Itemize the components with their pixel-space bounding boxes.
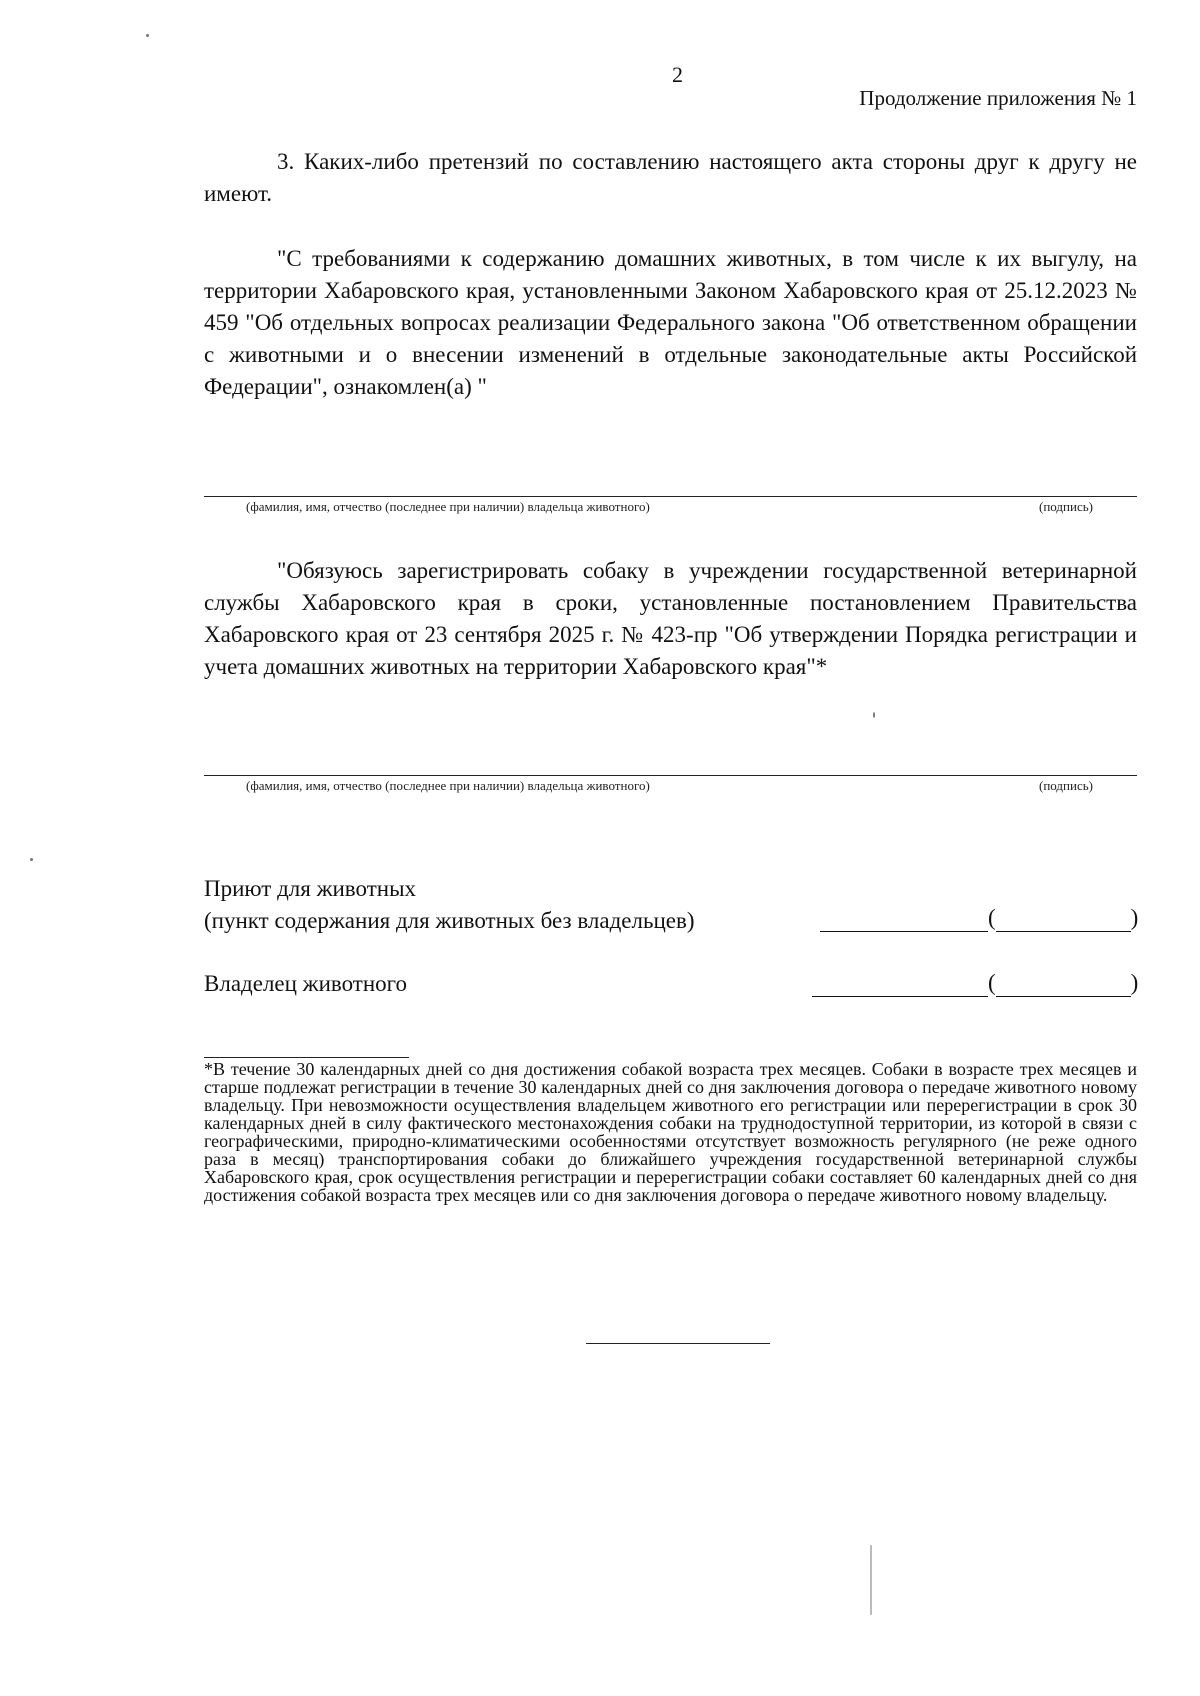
owner-paren-open: ( [988,970,996,995]
shelter-label-line1: Приют для животных [204,876,417,901]
document-end-rule [586,1343,770,1344]
footnote-separator [204,1057,409,1058]
owner-signature-blank[interactable] [812,970,988,997]
owner-name-caption: (фамилия, имя, отчество (последнее при наличии) владельца животного) [246,778,650,793]
registration-obligation-paragraph: "Обязуюсь зарегистрировать собаку в учреждении государственной ветеринарной службы Хабаровского края в сроки, установленные постановлением Правительства Хабаровского края от 23 сентября 2025 г. № 423-пр "Об утверждении Порядка регистрации и учета домашних животных на территории Хабаровского края"* [204,558,1137,679]
owner-paren-close: ) [1130,970,1139,995]
appendix-continuation-label: Продолжение приложения № 1 [859,86,1137,110]
shelter-signature-field[interactable] [820,905,1138,932]
signature-line-acknowledgement[interactable] [204,496,1137,514]
page-number: 2 [672,62,683,87]
clause-3-paragraph: 3. Каких-либо претензий по составлению настоящего акта стороны друг к другу не имеют. [204,149,1137,206]
scan-speck [870,1545,872,1615]
shelter-name-blank[interactable] [996,905,1131,932]
signature-line-obligation[interactable] [204,775,1137,793]
owner-signature-field[interactable] [812,970,1138,997]
owner-name-caption: (фамилия, имя, отчество (последнее при наличии) владельца животного) [246,499,650,514]
owner-name-blank[interactable] [996,970,1131,997]
scan-speck [873,712,875,718]
signature-caption: (подпись) [1039,499,1093,514]
shelter-label-line2: (пункт содержания для животных без владельцев) [204,908,695,933]
scan-speck [30,858,33,861]
shelter-signature-blank[interactable] [820,905,988,932]
acknowledgement-paragraph: "С требованиями к содержанию домашних животных, в том числе к их выгулу, на территории Хабаровского края, установленными Законом Хабаровского края от 25.12.2023 № 459 "Об отдельных вопросах реализации Федерального закона "Об ответственном обращении с животными и о внесении изменений в отдельные законодательные акты Российской Федерации", ознакомлен(а) " [204,246,1137,399]
shelter-signatory-label [204,873,695,937]
owner-signatory-label: Владелец животного [204,971,408,996]
footnote-text: *В течение 30 календарных дней со дня достижения собакой возраста трех месяцев. Собаки в возрасте трех месяцев и старше подлежат регистрации в течение 30 календарных дней со дня заключения договора о передаче животного новому владельцу. При невозможности осуществления владельцем животного его регистрации или перерегистрации в срок 30 календарных дней в силу фактического местонахождения собаки на труднодоступной территории, из которой в связи с географическими, природно-климатическими особенностями отсутствует возможность регулярного (не реже одного раза в месяц) транспортирования собаки до ближайшего учреждения государственной ветеринарной службы Хабаровского края, срок осуществления регистрации и перерегистрации собаки составляет 60 календарных дней со дня достижения собакой возраста трех месяцев или со дня заключения договора о передаче животного новому владельцу. [204,1059,1137,1205]
shelter-paren-close: ) [1130,905,1139,930]
scan-speck [146,34,149,37]
signature-caption: (подпись) [1039,778,1093,793]
shelter-paren-open: ( [988,905,996,930]
